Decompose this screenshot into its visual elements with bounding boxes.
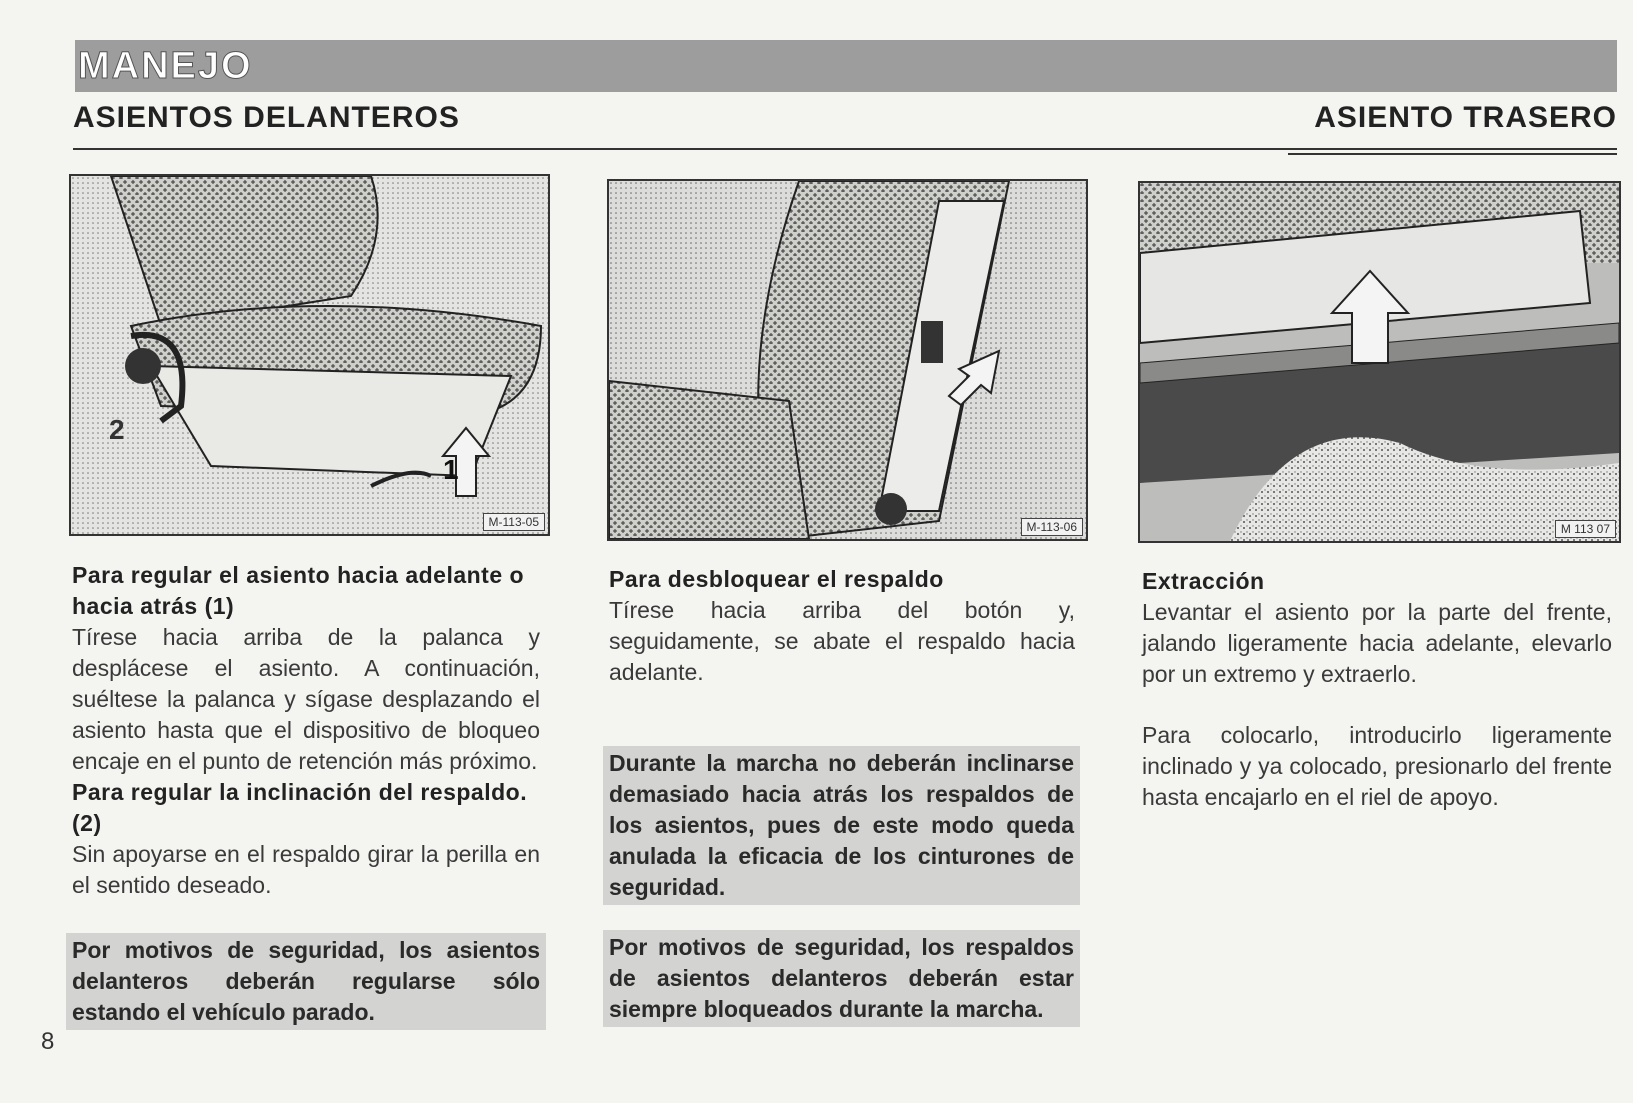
- header-rear-seat: ASIENTO TRASERO: [1314, 101, 1617, 134]
- header-front-seats: ASIENTOS DELANTEROS: [73, 101, 460, 134]
- column-front-seats: [72, 560, 540, 901]
- header-rule: [73, 148, 1617, 150]
- figure-code: M-113-05: [483, 513, 545, 531]
- warning-backrest-recline: Durante la marcha no deberán inclinarse demasiado hacia atrás los respaldos de los asientos, pues de este modo queda anulada la eficacia de los cinturones de seguridad.: [603, 746, 1080, 905]
- warning-adjust-when-parked: Por motivos de seguridad, los asientos delanteros deberán regularse sólo estando el vehículo parado.: [66, 933, 546, 1030]
- warning-backrest-locked: Por motivos de seguridad, los respaldos de asientos delanteros deberán estar siempre bloqueados durante la marcha.: [603, 930, 1080, 1027]
- seat-adjust-illustration: [71, 176, 548, 534]
- text-backrest-release: Tírese hacia arriba del botón y, seguidamente, se abate el respaldo hacia adelante.: [609, 597, 1075, 685]
- text-backrest-tilt: Sin apoyarse en el respaldo girar la perilla en el sentido deseado.: [72, 841, 540, 898]
- text-installation: Para colocarlo, introducirlo ligeramente inclinado y ya colocado, presionarlo del frente hasta encajarlo en el riel de apoyo.: [1142, 722, 1612, 810]
- rear-seat-illustration: [1140, 183, 1619, 541]
- text-removal: Levantar el asiento por la parte del frente, jalando ligeramente hacia adelante, elevarlo por un extremo y extraerlo.: [1142, 599, 1612, 687]
- section-band: [75, 40, 1617, 92]
- page-number: 8: [41, 1028, 55, 1055]
- heading-backrest-release: Para desbloquear el respaldo: [609, 566, 944, 592]
- heading-removal: Extracción: [1142, 568, 1265, 594]
- text-seat-slide: Tírese hacia arriba de la palanca y desplácese el asiento. A continuación, suéltese la palanca y sígase desplazando el asiento hasta que el dispositivo de bloqueo encaje en el punto de retención más próximo.: [72, 624, 540, 774]
- backrest-illustration: [609, 181, 1086, 539]
- figure-front-seat-adjust: [69, 174, 550, 536]
- header-rule-right: [1288, 153, 1617, 155]
- figure-label-1: 1: [443, 454, 459, 485]
- heading-seat-slide: Para regular el asiento hacia adelante o hacia atrás (1): [72, 562, 525, 619]
- column-rear-seat: [1142, 566, 1612, 813]
- figure-code: M-113-06: [1021, 518, 1083, 536]
- figure-label-2: 2: [109, 414, 125, 445]
- heading-backrest-tilt: Para regular la inclinación del respaldo. (2): [72, 779, 528, 836]
- column-backrest: [609, 564, 1075, 688]
- figure-rear-seat-removal: [1138, 181, 1621, 543]
- figure-code: M 113 07: [1555, 520, 1616, 538]
- section-title: MANEJO: [78, 45, 253, 87]
- figure-backrest-release: [607, 179, 1088, 541]
